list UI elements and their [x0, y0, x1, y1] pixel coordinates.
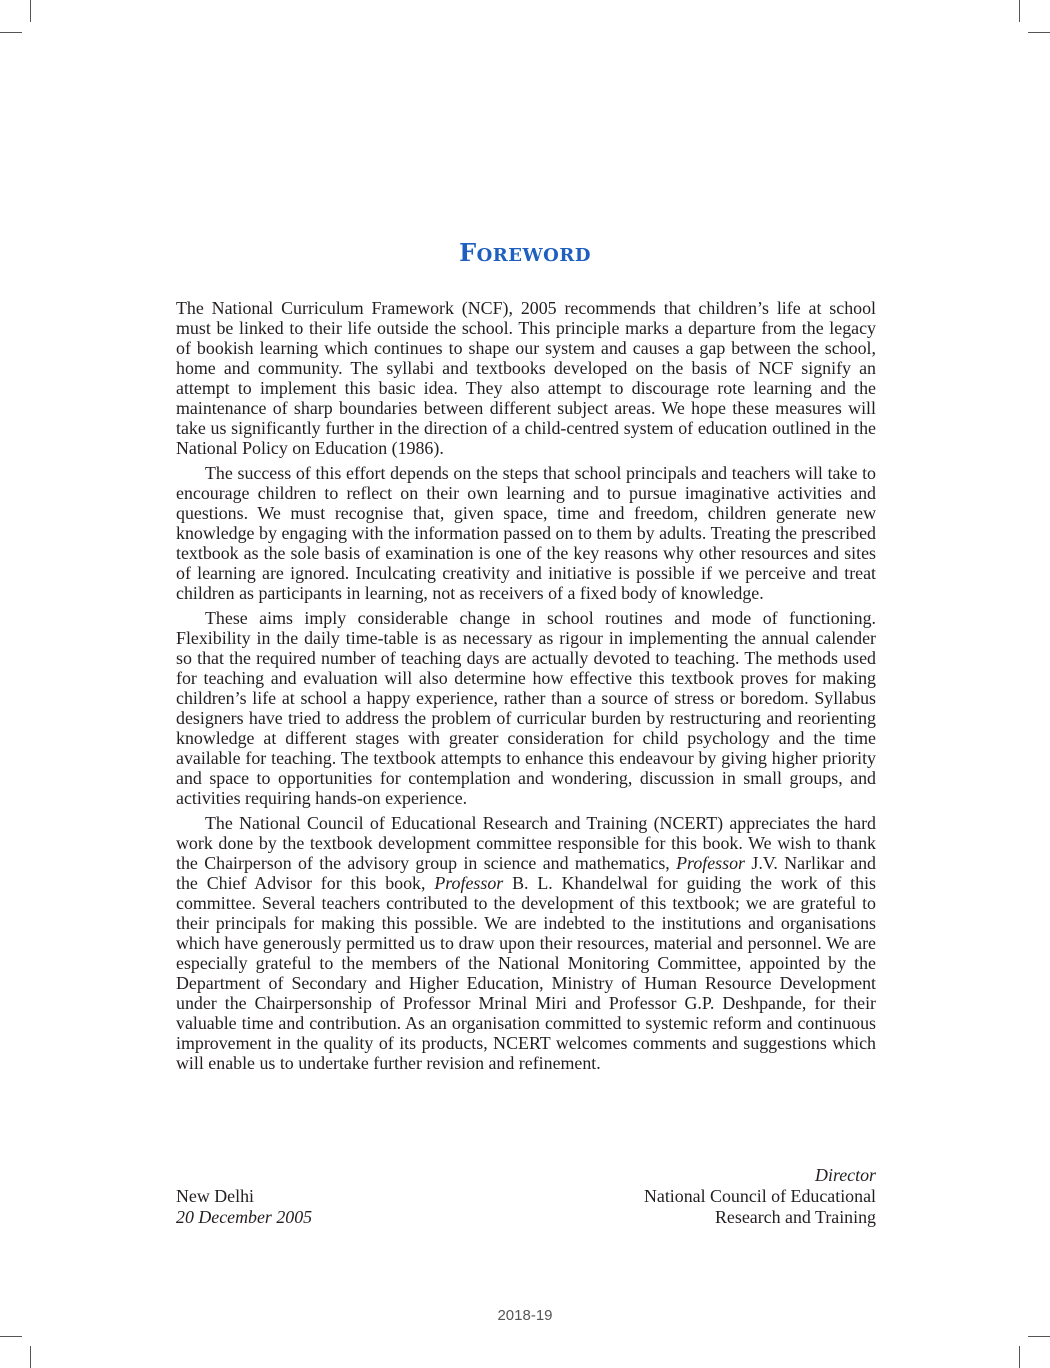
title-first-letter: F: [459, 238, 477, 267]
crop-mark: [1028, 32, 1050, 33]
crop-mark: [1028, 1336, 1050, 1337]
paragraph-4-part-2: J.V. Narlikar and the Chief Advisor for this book,: [176, 853, 876, 893]
title-rest: OREWORD: [476, 245, 591, 266]
page-footer: 2018-19: [497, 1307, 553, 1324]
signature-block: [644, 1165, 876, 1228]
professor-title: Professor: [676, 853, 746, 873]
crop-mark: [1019, 1346, 1020, 1368]
date: 20 December 2005: [176, 1207, 313, 1227]
org-line-2: Research and Training: [715, 1207, 876, 1227]
signature-place-date: [176, 1186, 312, 1228]
paragraph-4: [176, 813, 876, 1073]
paragraph-3: These aims imply considerable change in school routines and mode of functioning. Flexibility in the daily time-table is as necessary as rigour in implementing the annual calender so that the required number of teaching days are actually devoted to teaching. The methods used for teaching and evaluation will also determine how effective this textbook proves for making children’s life at school a happy experience, rather than a source of stress or boredom. Syllabus designers have tried to address the problem of curricular burden by restructuring and reorienting knowledge at different stages with greater consideration for child psychology and the time available for teaching. The textbook attempts to enhance this endeavour by giving higher priority and space to opportunities for contemplation and wondering, discussion in small groups, and activities requiring hands-on experience.: [176, 608, 876, 808]
paragraph-4-part-3: B. L. Khandelwal for guiding the work of this committee. Several teachers contributed to the development of this textbook; we are grateful to their principals for making this possible. We are indebted to the institutions and organisations which have generously permitted us to draw upon their resources, material and personnel. We are especially grateful to the members of the National Monitoring Committee, appointed by the Department of Secondary and Higher Education, Ministry of Human Resource Development under the Chairpersonship of Professor Mrinal Miri and Professor G.P. Deshpande, for their valuable time and contribution. As an organisation committed to systemic reform and continuous improvement in the quality of its products, NCERT welcomes comments and suggestions which will enable us to undertake further revision and refinement.: [176, 873, 877, 1073]
crop-mark: [1019, 0, 1020, 22]
paragraph-4-part-1: The National Council of Educational Research and Training (NCERT) appreciates the hard work done by the textbook development committee responsible for this book. We wish to thank the Chairperson of the advisory group in science and mathematics,: [176, 813, 876, 873]
page-title: [0, 238, 1050, 267]
crop-mark: [0, 32, 22, 33]
professor-title: Professor: [434, 873, 504, 893]
foreword-body: [176, 298, 876, 1078]
paragraph-2: The success of this effort depends on the steps that school principals and teachers will take to encourage children to reflect on their own learning and to pursue imaginative activities and questions. We must recognise that, given space, time and freedom, children generate new knowledge by engaging with the information passed on to them by adults. Treating the prescribed textbook as the sole basis of examination is one of the key reasons why other resources and sites of learning are ignored. Inculcating creativity and initiative is possible if we perceive and treat children as participants in learning, not as receivers of a fixed body of knowledge.: [176, 463, 876, 603]
crop-mark: [0, 1336, 22, 1337]
org-line-1: National Council of Educational: [643, 1186, 876, 1206]
signatory-role: Director: [815, 1165, 876, 1185]
crop-mark: [30, 1346, 31, 1368]
crop-mark: [30, 0, 31, 22]
paragraph-1: The National Curriculum Framework (NCF), 2005 recommends that children’s life at school must be linked to their life outside the school. This principle marks a departure from the legacy of bookish learning which continues to shape our system and causes a gap between the school, home and community. The syllabi and textbooks developed on the basis of NCF signify an attempt to implement this basic idea. They also attempt to discourage rote learning and the maintenance of sharp boundaries between different subject areas. We hope these measures will take us significantly further in the direction of a child-centred system of education outlined in the National Policy on Education (1986).: [176, 298, 876, 458]
place: New Delhi: [176, 1186, 255, 1206]
